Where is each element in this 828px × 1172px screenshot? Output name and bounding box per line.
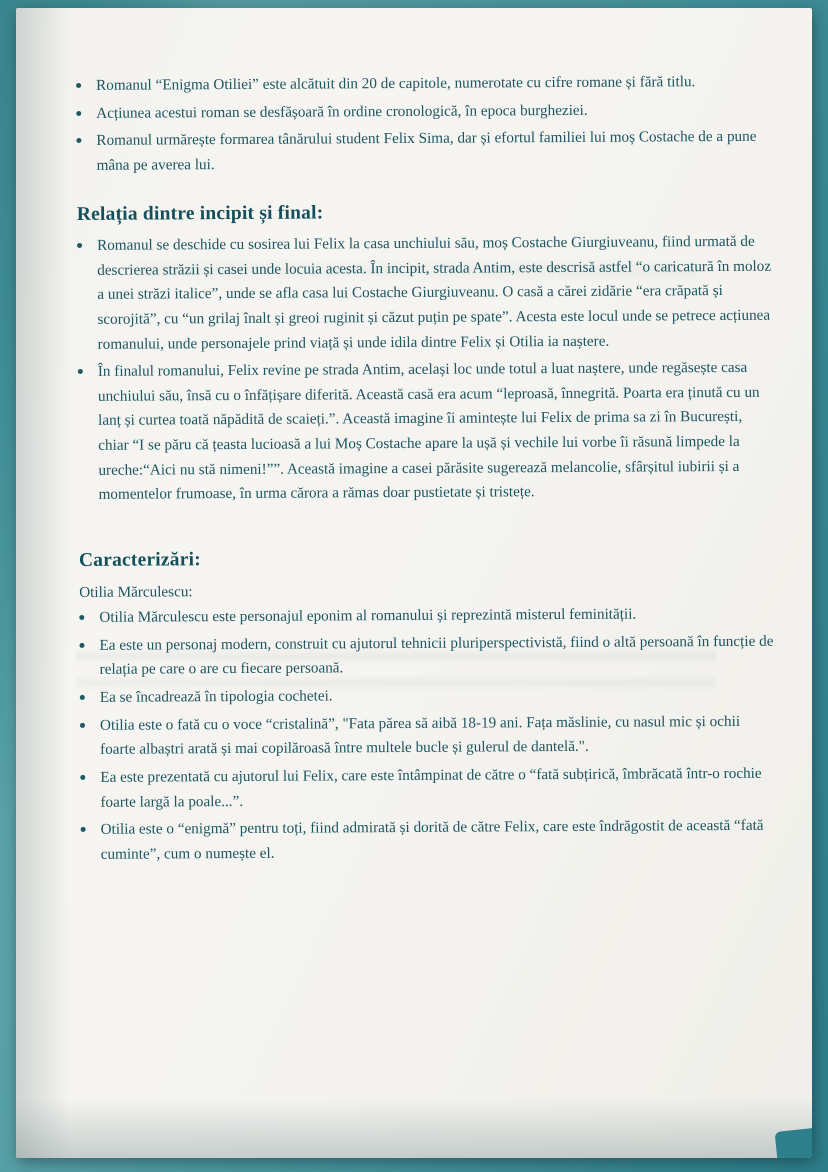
list-item: Romanul “Enigma Otiliei” este alcătuit din 20 de capitole, numerotate cu cifre romane și fără titlu. bbox=[70, 70, 770, 99]
list-item: Ea este prezentată cu ajutorul lui Felix, care este întâmpinat de către o “fată subțirică, îmbrăcată într-o rochie foarte largă la poale...”. bbox=[74, 762, 774, 816]
list-item: Ea se încadrează în tipologia cochetei. bbox=[74, 682, 774, 711]
list-item: Acțiunea acestui roman se desfășoară în ordine cronologică, în epoca burgheziei. bbox=[70, 97, 770, 126]
list-item: În finalul romanului, Felix revine pe strada Antim, același loc unde totul a luat naștere, unde regăsește casa unchiului său, însă cu o înfățișare diferită. Această casă era acum “leproasă, înnegrită. Poarta era ținută cu un lanț și curtea toată năpădită de scaieți.”. Această imagine îi amintește lui Felix de prima sa zi în București, chiar “I se păru că țeasta lucioasă a lui Moș Costache apare la ușă și vechile lui vorbe îi răsună limpede la ureche:“Aici nu stă nimeni!””. Această imagine a casei părăsite sugerează melancolie, sfârșitul iubirii și a momentelor frumoase, în urma cărora a rămas doar pustietate și tristețe. bbox=[72, 356, 773, 508]
incipit-final-bullet-list bbox=[71, 230, 773, 508]
section-heading-caracterizari: Caracterizări: bbox=[78, 549, 201, 571]
section-spacer bbox=[73, 507, 773, 525]
page-shadow-bottom bbox=[16, 1098, 812, 1158]
list-item: Romanul urmărește formarea tânărului student Felix Sima, dar și efortul familiei lui moș Costache de a pune mâna pe averea lui. bbox=[70, 125, 770, 179]
character-subheading-otilia: Otilia Mărculescu: bbox=[79, 582, 193, 601]
caracterizari-bullet-list bbox=[73, 602, 775, 868]
page-corner-fold bbox=[775, 1128, 812, 1158]
list-item: Ea este un personaj modern, construit cu ajutorul tehnicii pluriperspectivistă, fiind o altă persoană în funcție de relația pe care o are cu fiecare persoană. bbox=[73, 629, 773, 683]
page-shadow-left bbox=[16, 8, 70, 1158]
section-heading-incipit-final: Relația dintre incipit și final: bbox=[76, 201, 324, 225]
document-page bbox=[16, 8, 812, 1158]
list-item: Romanul se deschide cu sosirea lui Felix la casa unchiului său, moș Costache Giurgiuveanu, fiind urmată de descrierea străzii și casei unde locuia acesta. În incipit, strada Antim, este descrisă astfel “o caricatură în moloz a unei străzi italice”, unde se afla casa lui Costache Giurgiuveanu. O casă a cărei zidărie “era crăpată și scorojită”, cu “un grilaj înalt și greoi ruginit și căzut puțin pe spate”. Acesta este locul unde se petrece acțiunea romanului, unde personajele prind viață și unde idila dintre Felix și Otilia ia naștere. bbox=[71, 230, 772, 357]
document-content bbox=[70, 70, 775, 871]
intro-bullet-list bbox=[70, 70, 771, 179]
list-item: Otilia este o fată cu o voce “cristalină”, "Fata părea să aibă 18-19 ani. Fața măslinie, cu nasul mic și ochii foarte albaștri arată și mai copilăroasă între multele bucle și gulerul de dantelă.". bbox=[74, 709, 774, 763]
list-item: Otilia este o “enigmă” pentru toți, fiind admirată și dorită de către Felix, care este îndrăgostit de această “fată cuminte”, cum o numește el. bbox=[75, 814, 775, 868]
list-item: Otilia Mărculescu este personajul eponim al romanului și reprezintă misterul feminității. bbox=[73, 602, 773, 631]
